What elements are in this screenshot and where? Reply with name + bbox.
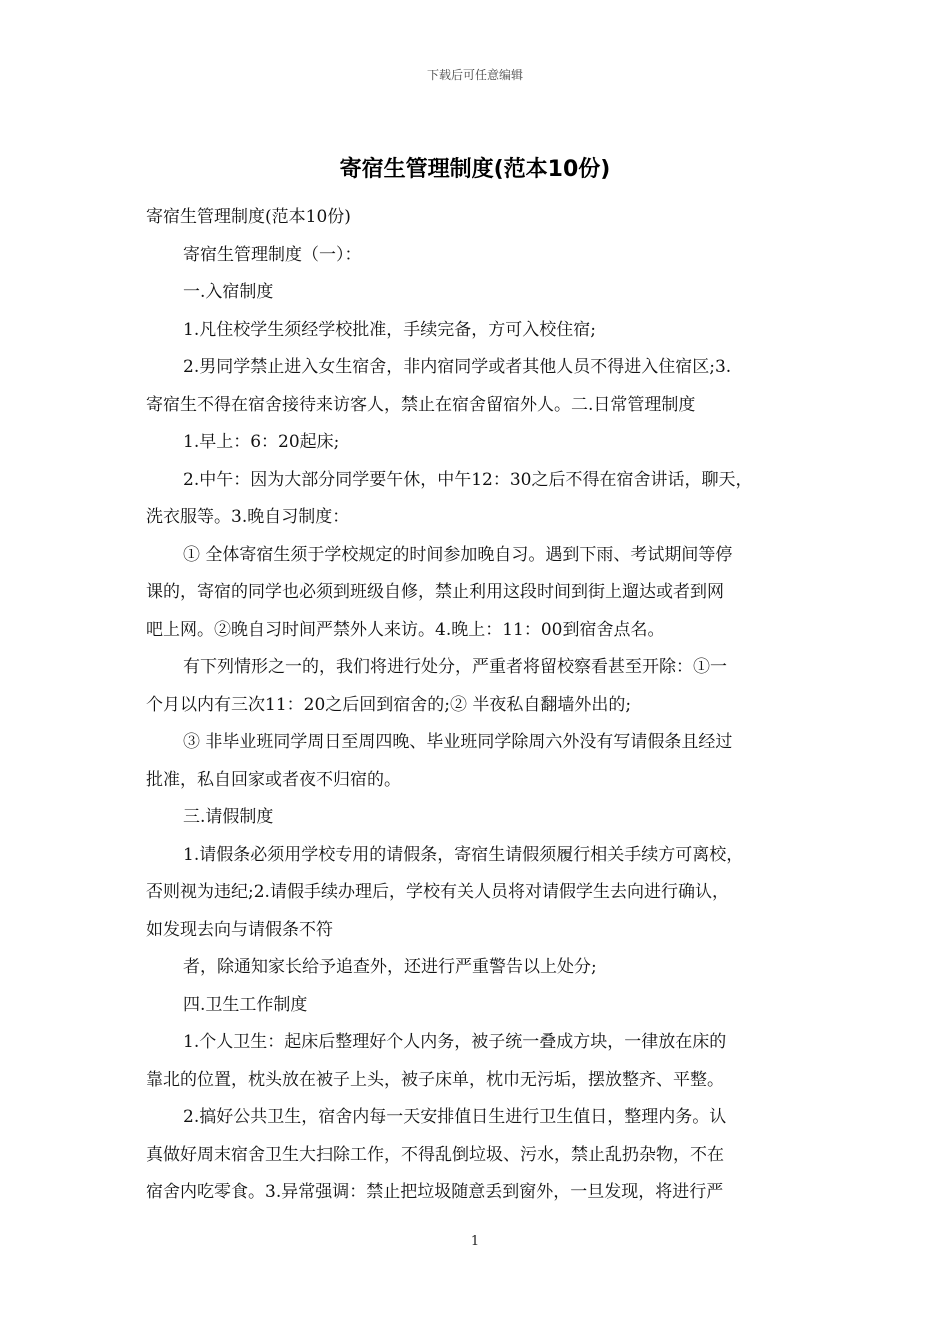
body-line: 如发现去向与请假条不符 [146, 919, 333, 940]
body-line: 2.中午：因为大部分同学要午休，中午12：30之后不得在宿舍讲话，聊天， [183, 469, 753, 490]
body-line: 1.早上：6：20起床; [183, 432, 340, 452]
page-number: 1 [470, 1234, 480, 1249]
body-line: 寄宿生不得在宿舍接待来访客人，禁止在宿舍留宿外人。二.日常管理制度 [146, 394, 696, 415]
body-line: 四.卫生工作制度 [183, 994, 308, 1015]
body-line: 洗衣服等。3.晚自习制度： [146, 507, 350, 527]
body-line: 寄宿生管理制度(范本10份) [146, 207, 351, 227]
page-header-note: 下载后可任意编辑 [426, 68, 523, 82]
document-body [146, 199, 818, 1212]
body-line: 者，除通知家长给予追查外，还进行严重警告以上处分; [183, 957, 597, 977]
body-line: 宿舍内吃零食。3.异常强调：禁止把垃圾随意丢到窗外，一旦发现，将进行严 [146, 1182, 724, 1202]
body-line: ③ 非毕业班同学周日至周四晚、毕业班同学除周六外没有写请假条且经过 [183, 732, 733, 752]
body-line: 三.请假制度 [183, 807, 274, 827]
body-line: 否则视为违纪;2.请假手续办理后，学校有关人员将对请假学生去向进行确认， [146, 882, 729, 902]
body-line: ① 全体寄宿生须于学校规定的时间参加晚自习。遇到下雨、考试期间等停 [183, 544, 733, 565]
body-line: 一.入宿制度 [183, 282, 274, 302]
body-line: 批准，私自回家或者夜不归宿的。 [146, 769, 401, 790]
body-line: 吧上网。②晚自习时间严禁外人来访。4.晚上：11：00到宿舍点名。 [146, 619, 665, 640]
body-line: 有下列情形之一的，我们将进行处分，严重者将留校察看甚至开除：①一 [183, 657, 727, 677]
body-line: 1.个人卫生：起床后整理好个人内务，被子统一叠成方块，一律放在床的 [183, 1032, 727, 1052]
document-title: 寄宿生管理制度(范本10份) [339, 157, 611, 182]
body-line: 真做好周末宿舍卫生大扫除工作，不得乱倒垃圾、污水，禁止乱扔杂物，不在 [146, 1144, 724, 1165]
body-line: 寄宿生管理制度（一）： [183, 244, 362, 265]
body-line: 2.男同学禁止进入女生宿舍，非内宿同学或者其他人员不得进入住宿区;3. [183, 357, 732, 377]
body-line: 1.请假条必须用学校专用的请假条，寄宿生请假须履行相关手续方可离校， [183, 844, 744, 865]
body-line: 靠北的位置，枕头放在被子上头，被子床单，枕巾无污垢，摆放整齐、平整。 [146, 1069, 724, 1090]
body-line: 1.凡住校学生须经学校批准，手续完备，方可入校住宿; [183, 319, 596, 340]
body-line: 个月以内有三次11：20之后回到宿舍的;② 半夜私自翻墙外出的; [146, 694, 632, 715]
body-line: 2.搞好公共卫生，宿舍内每一天安排值日生进行卫生值日，整理内务。认 [183, 1107, 727, 1127]
body-line: 课的，寄宿的同学也必须到班级自修，禁止利用这段时间到街上遛达或者到网 [146, 582, 724, 602]
